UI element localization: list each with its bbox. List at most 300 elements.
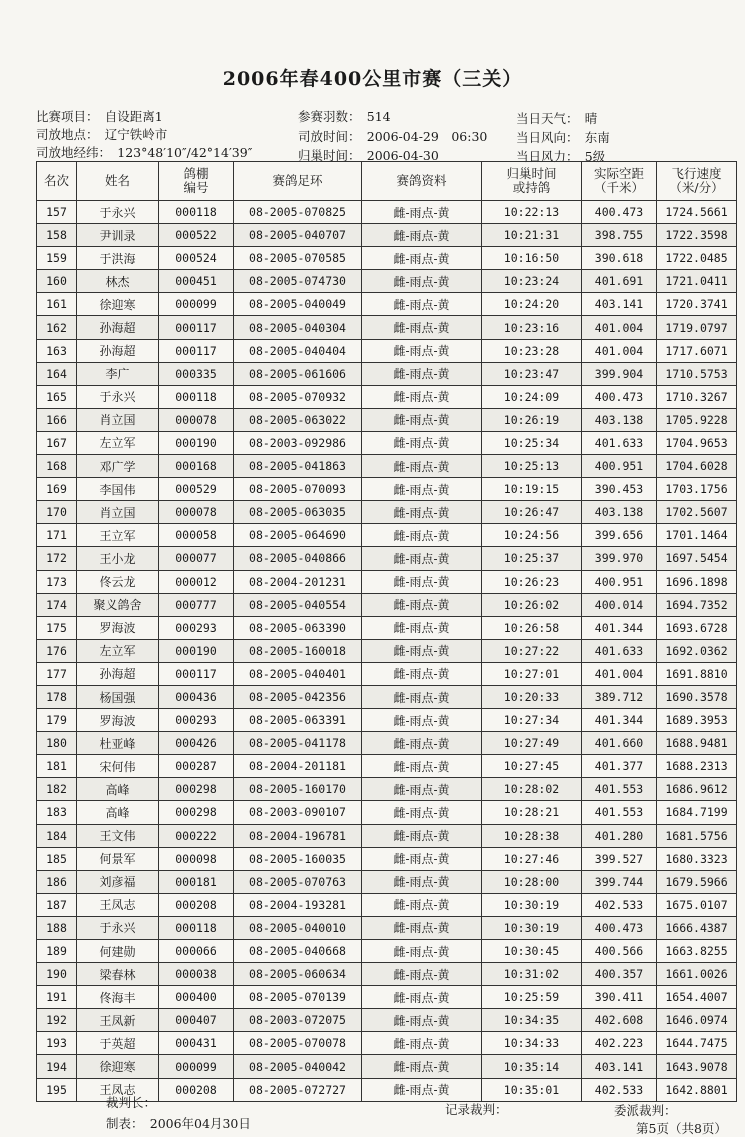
cell-ring: 08-2005-070932 xyxy=(234,385,362,408)
cell-ring: 08-2005-070585 xyxy=(234,247,362,270)
cell-return-time: 10:24:09 xyxy=(482,385,582,408)
cell-rank: 170 xyxy=(37,501,77,524)
cell-return-time: 10:26:19 xyxy=(482,408,582,431)
table-row xyxy=(37,732,737,755)
cell-speed: 1722.3598 xyxy=(657,224,737,247)
cell-ring: 08-2004-201181 xyxy=(234,755,362,778)
cell-rank: 162 xyxy=(37,316,77,339)
cell-name: 尹训录 xyxy=(77,224,159,247)
cell-bird-info: 雌-雨点-黄 xyxy=(362,662,482,685)
table-row xyxy=(37,316,737,339)
cell-rank: 192 xyxy=(37,1009,77,1032)
cell-bird-info: 雌-雨点-黄 xyxy=(362,247,482,270)
cell-distance: 403.138 xyxy=(582,501,657,524)
cell-ring: 08-2005-063035 xyxy=(234,501,362,524)
table-row xyxy=(37,685,737,708)
cell-speed: 1688.2313 xyxy=(657,755,737,778)
cell-speed: 1642.8801 xyxy=(657,1078,737,1101)
cell-name: 李广 xyxy=(77,362,159,385)
cell-name: 于永兴 xyxy=(77,201,159,224)
release-place: 司放地点： 辽宁铁岭市 xyxy=(36,127,168,142)
cell-ring: 08-2005-072727 xyxy=(234,1078,362,1101)
table-row xyxy=(37,224,737,247)
cell-loft-id: 000522 xyxy=(159,224,234,247)
cell-name: 罗海波 xyxy=(77,709,159,732)
cell-rank: 163 xyxy=(37,339,77,362)
table-row xyxy=(37,616,737,639)
cell-distance: 401.691 xyxy=(582,270,657,293)
cell-rank: 159 xyxy=(37,247,77,270)
cell-bird-info: 雌-雨点-黄 xyxy=(362,824,482,847)
wind-force: 当日风力： 5级 xyxy=(516,149,606,164)
return-time: 归巢时间： 2006-04-30 xyxy=(298,148,439,163)
cell-ring: 08-2005-070825 xyxy=(234,201,362,224)
cell-rank: 180 xyxy=(37,732,77,755)
cell-bird-info: 雌-雨点-黄 xyxy=(362,570,482,593)
chief-judge-label: 裁判长： xyxy=(106,1095,157,1110)
cell-bird-info: 雌-雨点-黄 xyxy=(362,801,482,824)
cell-ring: 08-2005-040707 xyxy=(234,224,362,247)
table-row xyxy=(37,639,737,662)
cell-return-time: 10:27:45 xyxy=(482,755,582,778)
cell-rank: 193 xyxy=(37,1032,77,1055)
cell-rank: 187 xyxy=(37,893,77,916)
cell-return-time: 10:35:14 xyxy=(482,1055,582,1078)
cell-rank: 173 xyxy=(37,570,77,593)
cell-return-time: 10:34:33 xyxy=(482,1032,582,1055)
cell-rank: 174 xyxy=(37,593,77,616)
cell-distance: 400.951 xyxy=(582,455,657,478)
cell-speed: 1666.4387 xyxy=(657,916,737,939)
cell-bird-info: 雌-雨点-黄 xyxy=(362,455,482,478)
cell-return-time: 10:27:49 xyxy=(482,732,582,755)
cell-name: 李国伟 xyxy=(77,478,159,501)
cell-loft-id: 000426 xyxy=(159,732,234,755)
cell-loft-id: 000407 xyxy=(159,1009,234,1032)
table-row xyxy=(37,755,737,778)
cell-bird-info: 雌-雨点-黄 xyxy=(362,201,482,224)
cell-ring: 08-2005-040404 xyxy=(234,339,362,362)
cell-ring: 08-2005-040866 xyxy=(234,547,362,570)
cell-distance: 401.344 xyxy=(582,616,657,639)
cell-rank: 171 xyxy=(37,524,77,547)
cell-speed: 1644.7475 xyxy=(657,1032,737,1055)
cell-rank: 190 xyxy=(37,963,77,986)
cell-rank: 158 xyxy=(37,224,77,247)
table-row xyxy=(37,501,737,524)
cell-speed: 1710.5753 xyxy=(657,362,737,385)
cell-speed: 1702.5607 xyxy=(657,501,737,524)
cell-bird-info: 雌-雨点-黄 xyxy=(362,847,482,870)
cell-rank: 165 xyxy=(37,385,77,408)
cell-speed: 1724.5661 xyxy=(657,201,737,224)
cell-name: 王凤志 xyxy=(77,893,159,916)
cell-distance: 400.473 xyxy=(582,201,657,224)
header-name: 姓名 xyxy=(77,162,159,201)
cell-distance: 400.473 xyxy=(582,385,657,408)
cell-return-time: 10:26:58 xyxy=(482,616,582,639)
cell-speed: 1688.9481 xyxy=(657,732,737,755)
cell-speed: 1690.3578 xyxy=(657,685,737,708)
cell-speed: 1694.7352 xyxy=(657,593,737,616)
cell-bird-info: 雌-雨点-黄 xyxy=(362,547,482,570)
table-row xyxy=(37,478,737,501)
cell-ring: 08-2005-160170 xyxy=(234,778,362,801)
cell-name: 孙海超 xyxy=(77,339,159,362)
made-by-label: 制表： 2006年04月30日 xyxy=(106,1116,251,1131)
cell-speed: 1643.9078 xyxy=(657,1055,737,1078)
cell-distance: 399.527 xyxy=(582,847,657,870)
cell-loft-id: 000190 xyxy=(159,431,234,454)
cell-return-time: 10:26:47 xyxy=(482,501,582,524)
cell-return-time: 10:27:46 xyxy=(482,847,582,870)
cell-speed: 1704.9653 xyxy=(657,431,737,454)
cell-ring: 08-2005-042356 xyxy=(234,685,362,708)
cell-loft-id: 000098 xyxy=(159,847,234,870)
header-return-time: 归巢时间 或持鸽 xyxy=(482,162,582,201)
cell-name: 宋何伟 xyxy=(77,755,159,778)
cell-name: 左立军 xyxy=(77,431,159,454)
cell-bird-info: 雌-雨点-黄 xyxy=(362,755,482,778)
table-row xyxy=(37,339,737,362)
table-row xyxy=(37,385,737,408)
cell-loft-id: 000400 xyxy=(159,986,234,1009)
cell-return-time: 10:24:56 xyxy=(482,524,582,547)
cell-name: 杜亚峰 xyxy=(77,732,159,755)
cell-ring: 08-2005-064690 xyxy=(234,524,362,547)
table-row xyxy=(37,778,737,801)
cell-rank: 167 xyxy=(37,431,77,454)
cell-distance: 401.004 xyxy=(582,339,657,362)
cell-rank: 177 xyxy=(37,662,77,685)
cell-bird-info: 雌-雨点-黄 xyxy=(362,524,482,547)
cell-ring: 08-2005-040668 xyxy=(234,940,362,963)
cell-distance: 402.223 xyxy=(582,1032,657,1055)
cell-ring: 08-2004-201231 xyxy=(234,570,362,593)
cell-rank: 175 xyxy=(37,616,77,639)
cell-ring: 08-2005-070139 xyxy=(234,986,362,1009)
cell-name: 王凤志 xyxy=(77,1078,159,1101)
cell-bird-info: 雌-雨点-黄 xyxy=(362,478,482,501)
cell-loft-id: 000335 xyxy=(159,362,234,385)
cell-distance: 399.970 xyxy=(582,547,657,570)
cell-name: 王立军 xyxy=(77,524,159,547)
cell-return-time: 10:23:47 xyxy=(482,362,582,385)
table-row xyxy=(37,662,737,685)
cell-return-time: 10:27:01 xyxy=(482,662,582,685)
cell-rank: 172 xyxy=(37,547,77,570)
cell-bird-info: 雌-雨点-黄 xyxy=(362,501,482,524)
cell-bird-info: 雌-雨点-黄 xyxy=(362,362,482,385)
cell-rank: 186 xyxy=(37,870,77,893)
cell-ring: 08-2005-063391 xyxy=(234,709,362,732)
cell-ring: 08-2005-070093 xyxy=(234,478,362,501)
cell-return-time: 10:30:19 xyxy=(482,916,582,939)
cell-rank: 178 xyxy=(37,685,77,708)
cell-name: 于英超 xyxy=(77,1032,159,1055)
cell-return-time: 10:26:23 xyxy=(482,570,582,593)
cell-bird-info: 雌-雨点-黄 xyxy=(362,963,482,986)
cell-bird-info: 雌-雨点-黄 xyxy=(362,893,482,916)
cell-return-time: 10:23:24 xyxy=(482,270,582,293)
cell-speed: 1692.0362 xyxy=(657,639,737,662)
cell-loft-id: 000451 xyxy=(159,270,234,293)
cell-ring: 08-2005-040042 xyxy=(234,1055,362,1078)
cell-bird-info: 雌-雨点-黄 xyxy=(362,385,482,408)
cell-return-time: 10:23:16 xyxy=(482,316,582,339)
cell-loft-id: 000058 xyxy=(159,524,234,547)
cell-return-time: 10:25:59 xyxy=(482,986,582,1009)
page-title: 2006年春400公里市赛（三关） xyxy=(222,68,523,90)
cell-rank: 191 xyxy=(37,986,77,1009)
table-row xyxy=(37,293,737,316)
cell-loft-id: 000012 xyxy=(159,570,234,593)
cell-name: 何景军 xyxy=(77,847,159,870)
cell-speed: 1696.1898 xyxy=(657,570,737,593)
cell-return-time: 10:23:28 xyxy=(482,339,582,362)
cell-rank: 194 xyxy=(37,1055,77,1078)
cell-ring: 08-2005-160018 xyxy=(234,639,362,662)
cell-loft-id: 000099 xyxy=(159,1055,234,1078)
cell-return-time: 10:34:35 xyxy=(482,1009,582,1032)
cell-speed: 1654.4007 xyxy=(657,986,737,1009)
cell-loft-id: 000118 xyxy=(159,916,234,939)
table-row xyxy=(37,270,737,293)
cell-ring: 08-2005-063022 xyxy=(234,408,362,431)
cell-bird-info: 雌-雨点-黄 xyxy=(362,408,482,431)
cell-speed: 1679.5966 xyxy=(657,870,737,893)
cell-speed: 1703.1756 xyxy=(657,478,737,501)
table-row xyxy=(37,847,737,870)
cell-loft-id: 000436 xyxy=(159,685,234,708)
cell-rank: 188 xyxy=(37,916,77,939)
release-coords: 司放地经纬： 123°48′10″/42°14′39″ xyxy=(36,145,253,160)
cell-bird-info: 雌-雨点-黄 xyxy=(362,778,482,801)
cell-loft-id: 000181 xyxy=(159,870,234,893)
cell-speed: 1689.3953 xyxy=(657,709,737,732)
cell-return-time: 10:31:02 xyxy=(482,963,582,986)
cell-name: 于永兴 xyxy=(77,385,159,408)
header-speed: 飞行速度 （米/分） xyxy=(657,162,737,201)
table-row xyxy=(37,1055,737,1078)
cell-rank: 182 xyxy=(37,778,77,801)
cell-speed: 1697.5454 xyxy=(657,547,737,570)
record-judge-label: 记录裁判： xyxy=(445,1102,508,1117)
cell-ring: 08-2003-092986 xyxy=(234,431,362,454)
cell-bird-info: 雌-雨点-黄 xyxy=(362,732,482,755)
header-rank: 名次 xyxy=(37,162,77,201)
cell-bird-info: 雌-雨点-黄 xyxy=(362,1055,482,1078)
cell-loft-id: 000168 xyxy=(159,455,234,478)
cell-loft-id: 000431 xyxy=(159,1032,234,1055)
cell-speed: 1722.0485 xyxy=(657,247,737,270)
cell-name: 邓广学 xyxy=(77,455,159,478)
cell-speed: 1681.5756 xyxy=(657,824,737,847)
cell-distance: 403.141 xyxy=(582,293,657,316)
cell-loft-id: 000038 xyxy=(159,963,234,986)
cell-name: 林杰 xyxy=(77,270,159,293)
cell-bird-info: 雌-雨点-黄 xyxy=(362,616,482,639)
table-row xyxy=(37,455,737,478)
table-row xyxy=(37,593,737,616)
cell-speed: 1719.0797 xyxy=(657,316,737,339)
cell-loft-id: 000066 xyxy=(159,940,234,963)
cell-speed: 1705.9228 xyxy=(657,408,737,431)
cell-ring: 08-2005-041863 xyxy=(234,455,362,478)
cell-loft-id: 000078 xyxy=(159,408,234,431)
cell-bird-info: 雌-雨点-黄 xyxy=(362,224,482,247)
cell-distance: 389.712 xyxy=(582,685,657,708)
cell-distance: 401.660 xyxy=(582,732,657,755)
cell-return-time: 10:26:02 xyxy=(482,593,582,616)
cell-distance: 401.633 xyxy=(582,639,657,662)
cell-loft-id: 000118 xyxy=(159,201,234,224)
cell-bird-info: 雌-雨点-黄 xyxy=(362,316,482,339)
cell-return-time: 10:25:37 xyxy=(482,547,582,570)
cell-distance: 399.744 xyxy=(582,870,657,893)
header-distance: 实际空距 （千米） xyxy=(582,162,657,201)
cell-ring: 08-2003-090107 xyxy=(234,801,362,824)
cell-distance: 401.280 xyxy=(582,824,657,847)
table-row xyxy=(37,1009,737,1032)
cell-speed: 1686.9612 xyxy=(657,778,737,801)
cell-ring: 08-2005-070078 xyxy=(234,1032,362,1055)
cell-ring: 08-2005-040304 xyxy=(234,316,362,339)
cell-name: 王小龙 xyxy=(77,547,159,570)
cell-rank: 166 xyxy=(37,408,77,431)
cell-loft-id: 000293 xyxy=(159,709,234,732)
table-row xyxy=(37,801,737,824)
cell-name: 左立军 xyxy=(77,639,159,662)
cell-distance: 402.533 xyxy=(582,893,657,916)
assigned-judge-label: 委派裁判： xyxy=(614,1103,677,1118)
cell-bird-info: 雌-雨点-黄 xyxy=(362,916,482,939)
cell-name: 孙海超 xyxy=(77,662,159,685)
cell-distance: 400.566 xyxy=(582,940,657,963)
cell-ring: 08-2005-040049 xyxy=(234,293,362,316)
cell-name: 佟海丰 xyxy=(77,986,159,1009)
cell-name: 孙海超 xyxy=(77,316,159,339)
cell-bird-info: 雌-雨点-黄 xyxy=(362,339,482,362)
cell-rank: 176 xyxy=(37,639,77,662)
cell-ring: 08-2005-074730 xyxy=(234,270,362,293)
table-row xyxy=(37,570,737,593)
cell-speed: 1701.1464 xyxy=(657,524,737,547)
cell-ring: 08-2005-060634 xyxy=(234,963,362,986)
cell-return-time: 10:24:20 xyxy=(482,293,582,316)
cell-loft-id: 000099 xyxy=(159,293,234,316)
cell-rank: 189 xyxy=(37,940,77,963)
cell-loft-id: 000208 xyxy=(159,893,234,916)
cell-rank: 183 xyxy=(37,801,77,824)
cell-rank: 169 xyxy=(37,478,77,501)
cell-return-time: 10:19:15 xyxy=(482,478,582,501)
cell-speed: 1646.0974 xyxy=(657,1009,737,1032)
cell-return-time: 10:28:00 xyxy=(482,870,582,893)
cell-speed: 1704.6028 xyxy=(657,455,737,478)
table-row xyxy=(37,1032,737,1055)
cell-loft-id: 000078 xyxy=(159,501,234,524)
cell-return-time: 10:25:34 xyxy=(482,431,582,454)
cell-loft-id: 000529 xyxy=(159,478,234,501)
cell-return-time: 10:21:31 xyxy=(482,224,582,247)
cell-distance: 401.553 xyxy=(582,801,657,824)
wind-direction: 当日风向： 东南 xyxy=(516,130,610,145)
cell-speed: 1663.8255 xyxy=(657,940,737,963)
cell-loft-id: 000524 xyxy=(159,247,234,270)
cell-name: 佟云龙 xyxy=(77,570,159,593)
table-row xyxy=(37,201,737,224)
cell-bird-info: 雌-雨点-黄 xyxy=(362,940,482,963)
cell-loft-id: 000117 xyxy=(159,316,234,339)
cell-distance: 401.377 xyxy=(582,755,657,778)
table-row xyxy=(37,824,737,847)
cell-ring: 08-2004-193281 xyxy=(234,893,362,916)
table-row xyxy=(37,893,737,916)
cell-return-time: 10:20:33 xyxy=(482,685,582,708)
cell-loft-id: 000298 xyxy=(159,778,234,801)
header-bird-info: 赛鸽资料 xyxy=(362,162,482,201)
cell-speed: 1691.8810 xyxy=(657,662,737,685)
header-loft-id: 鸽棚 编号 xyxy=(159,162,234,201)
cell-loft-id: 000118 xyxy=(159,385,234,408)
cell-loft-id: 000077 xyxy=(159,547,234,570)
entries-count: 参赛羽数： 514 xyxy=(298,109,391,124)
cell-name: 肖立国 xyxy=(77,501,159,524)
cell-bird-info: 雌-雨点-黄 xyxy=(362,1032,482,1055)
cell-name: 何建勋 xyxy=(77,940,159,963)
table-row xyxy=(37,547,737,570)
release-time: 司放时间： 2006-04-29 06:30 xyxy=(298,129,488,144)
cell-distance: 401.004 xyxy=(582,316,657,339)
cell-bird-info: 雌-雨点-黄 xyxy=(362,639,482,662)
cell-speed: 1693.6728 xyxy=(657,616,737,639)
cell-name: 徐迎寒 xyxy=(77,293,159,316)
table-header-row xyxy=(37,162,737,201)
cell-rank: 195 xyxy=(37,1078,77,1101)
cell-distance: 401.633 xyxy=(582,431,657,454)
cell-distance: 401.004 xyxy=(582,662,657,685)
cell-distance: 398.755 xyxy=(582,224,657,247)
cell-name: 肖立国 xyxy=(77,408,159,431)
cell-bird-info: 雌-雨点-黄 xyxy=(362,1009,482,1032)
cell-ring: 08-2005-040010 xyxy=(234,916,362,939)
cell-ring: 08-2004-196781 xyxy=(234,824,362,847)
cell-speed: 1721.0411 xyxy=(657,270,737,293)
cell-return-time: 10:27:34 xyxy=(482,709,582,732)
cell-ring: 08-2005-160035 xyxy=(234,847,362,870)
cell-name: 王文伟 xyxy=(77,824,159,847)
cell-loft-id: 000293 xyxy=(159,616,234,639)
cell-name: 高峰 xyxy=(77,801,159,824)
header-ring: 赛鸽足环 xyxy=(234,162,362,201)
cell-return-time: 10:22:13 xyxy=(482,201,582,224)
page-number: 第5页（共8页） xyxy=(636,1121,727,1136)
table-row xyxy=(37,709,737,732)
cell-bird-info: 雌-雨点-黄 xyxy=(362,431,482,454)
table-row xyxy=(37,524,737,547)
cell-bird-info: 雌-雨点-黄 xyxy=(362,709,482,732)
cell-distance: 403.141 xyxy=(582,1055,657,1078)
cell-rank: 160 xyxy=(37,270,77,293)
cell-name: 杨国强 xyxy=(77,685,159,708)
cell-name: 王凤新 xyxy=(77,1009,159,1032)
cell-return-time: 10:27:22 xyxy=(482,639,582,662)
cell-ring: 08-2005-040401 xyxy=(234,662,362,685)
table-row xyxy=(37,362,737,385)
cell-return-time: 10:25:13 xyxy=(482,455,582,478)
cell-speed: 1675.0107 xyxy=(657,893,737,916)
